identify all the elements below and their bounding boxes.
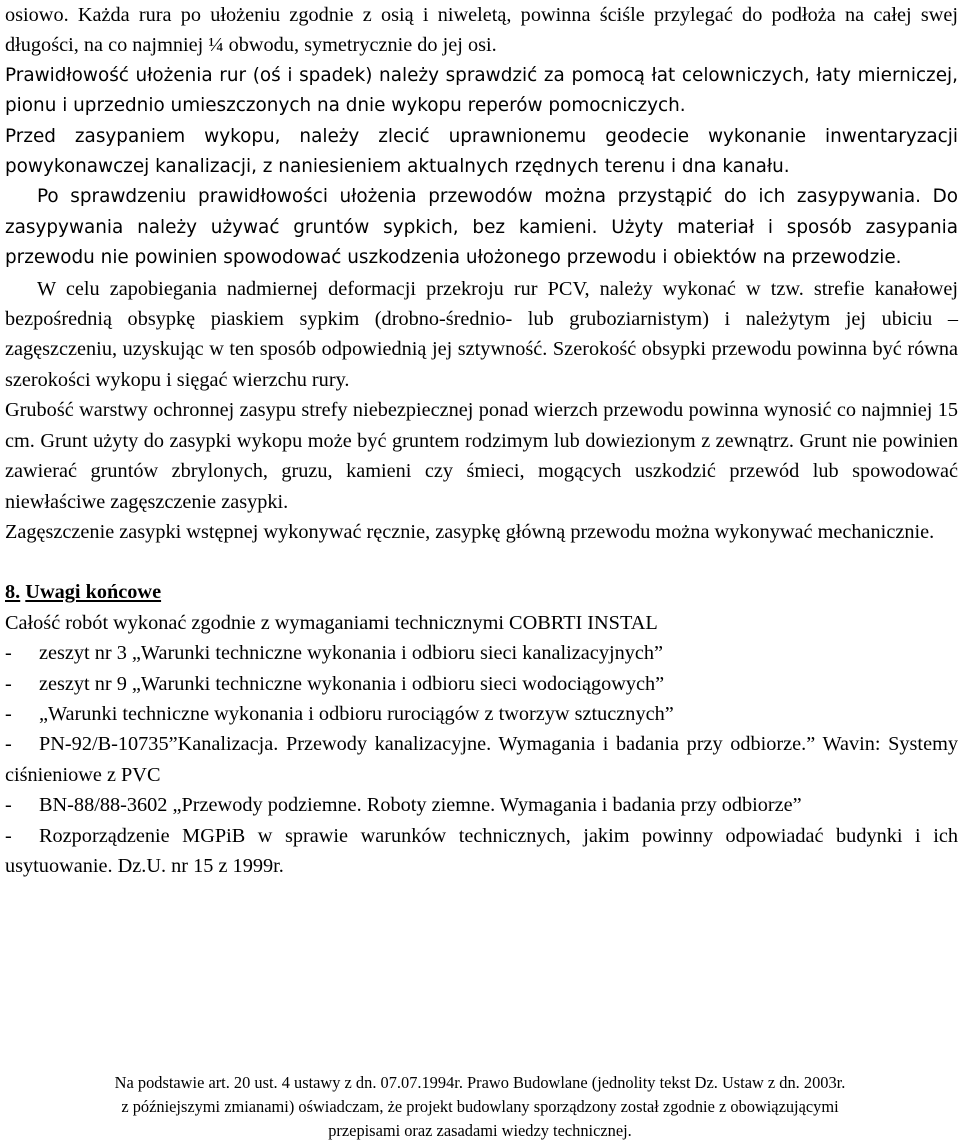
list-item-text: PN-92/B-10735”Kanalizacja. Przewody kanalizacyjne. Wymagania i badania przy odbiorze.” Wavin: Systemy ciśnieniowe z PVC [5,733,958,786]
footer-line: Na podstawie art. 20 ust. 4 ustawy z dn. 07.07.1994r. Prawo Budowlane (jednolity tekst Dz. Ustaw z dn. 2003r. [114,1073,846,1092]
list-item-text: „Warunki techniczne wykonania i odbioru rurociągów z tworzyw sztucznych” [39,702,674,725]
document-page [5,0,958,881]
footer-line: przepisami oraz zasadami wiedzy technicznej. [328,1121,632,1141]
backfill-paragraph [5,182,958,273]
thickness-paragraph [5,395,958,517]
section-intro [5,608,958,638]
list-item [5,638,958,668]
pipe-check-paragraph [5,61,958,122]
thickness-text-3: Grunt nie powinien zawierać gruntów zbrylonych, gruzu, kamieni czy śmieci, mogących uszkodzić przewód lub spowodować niewłaściwe zagęszczenie zasypki. [5,429,958,513]
requirements-list [5,638,958,881]
section-title: Uwagi końcowe [25,581,162,604]
compaction-paragraph [5,517,958,547]
list-item [5,699,958,729]
list-item [5,669,958,699]
list-dash: - [5,672,12,695]
list-dash: - [5,702,12,725]
section-gap [5,547,958,577]
survey-text: Przed zasypaniem wykopu, należy zlecić uprawnionemu geodecie wykonanie inwentaryzacji powykonawczej kanalizacji, z naniesieniem aktualnych rzędnych terenu i dna kanału. [5,125,958,178]
section-number: 8. [5,581,21,604]
intro-paragraph [5,0,958,61]
list-dash: - [5,794,12,817]
list-dash: - [5,733,12,756]
intro-text: osiowo. Każda rura po ułożeniu zgodnie z osią i niweletą, powinna ściśle przylegać do podłoża na całej swej długości, na co najmniej ¼ obwodu, symetrycznie do jej osi. [5,4,958,57]
footer-line: z późniejszymi zmianami) oświadczam, że projekt budowlany sporządzony został zgodnie z obowiązującymi [121,1097,839,1117]
section-intro-text: Całość robót wykonać zgodnie z wymaganiami technicznymi COBRTI INSTAL [5,611,658,634]
list-item-text: zeszyt nr 3 „Warunki techniczne wykonania i odbioru sieci kanalizacyjnych” [39,642,664,665]
list-item [5,821,958,882]
compaction-text: Zagęszczenie zasypki wstępnej wykonywać ręcznie, zasypkę główną przewodu można wykonywać mechanicznie. [5,520,935,543]
thickness-text-2: Grunt użyty do zasypki wykopu może być gruntem rodzimym lub dowiezionym z zewnątrz. [40,429,794,452]
section-heading [5,577,958,607]
list-dash: - [5,824,12,847]
list-item-text: BN-88/88-3602 „Przewody podziemne. Roboty ziemne. Wymagania i badania przy odbiorze” [39,794,802,817]
backfill-text-2: Do zasypywania należy używać gruntów sypkich, bez kamieni. [5,186,958,238]
pipe-check-text: Prawidłowość ułożenia rur (oś i spadek) należy sprawdzić za pomocą łat celowniczych, łaty mierniczej, pionu i uprzednio umieszczonych na dnie wykopu reperów pomocniczych. [5,64,958,117]
list-item [5,790,958,820]
pvc-text-2: Szerokość obsypki przewodu powinna być równa szerokości wykopu i sięgać wierzchu rury. [5,338,959,391]
list-item-text: Rozporządzenie MGPiB w sprawie warunków technicznych, jakim powinny odpowiadać budynki i ich usytuowanie. Dz.U. nr 15 z 1999r. [5,824,958,877]
survey-paragraph [5,122,958,183]
backfill-text-3: Użyty materiał i sposób zasypania przewodu nie powinien spowodować uszkodzenia ułożonego przewodu i obiektów na przewodzie. [5,216,958,269]
backfill-text-1: Po sprawdzeniu prawidłowości ułożenia przewodów można przystąpić do ich zasypywania. [37,186,921,208]
list-dash: - [5,642,12,665]
thickness-text-1: Grubość warstwy ochronnej zasypu strefy niebezpiecznej ponad wierzch przewodu powinna wynosić co najmniej 15 cm. [5,399,958,452]
list-item-text: zeszyt nr 9 „Warunki techniczne wykonania i odbioru sieci wodociągowych” [39,672,665,695]
pvc-paragraph [5,274,958,396]
pvc-text-1: W celu zapobiegania nadmiernej deformacji przekroju rur PCV, należy wykonać w tzw. strefie kanałowej bezpośrednią obsypkę piaskiem sypkim (drobno-średnio- lub gruboziarnistym) i należytym jej ubiciu – zagęszczeniu, uzyskując w ten sposób odpowiednią jej sztywność. [5,277,958,361]
declaration-footer [0,1071,960,1144]
list-item [5,729,958,790]
